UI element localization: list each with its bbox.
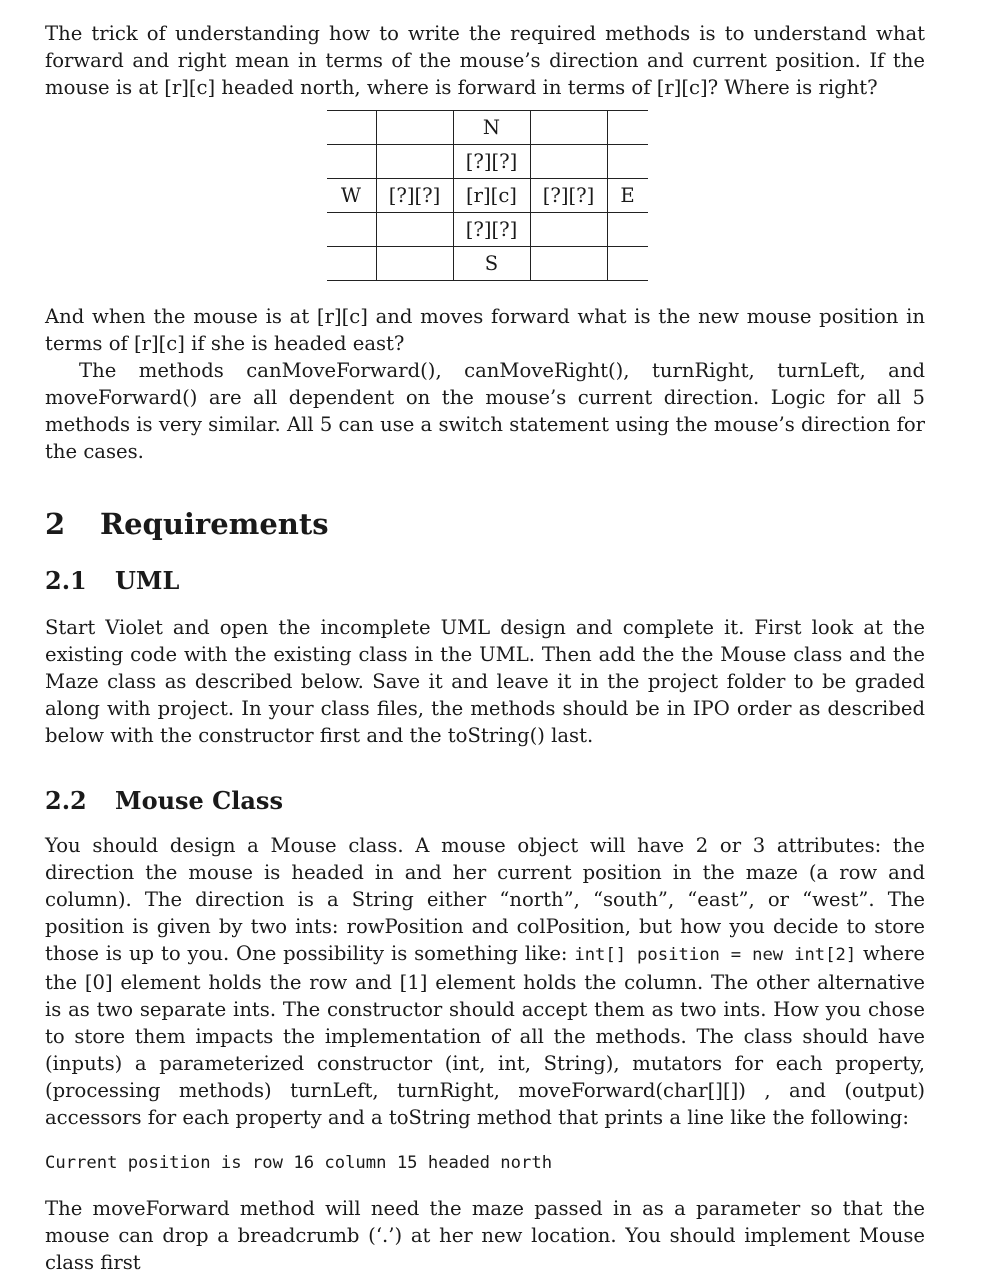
grid-cell — [376, 213, 453, 247]
direction-grid — [327, 110, 648, 281]
grid-cell — [376, 111, 453, 145]
grid-cell — [607, 247, 648, 281]
grid-cell: N — [453, 111, 530, 145]
subsection-title: UML — [115, 566, 180, 595]
mouse-class-text-b: where the [0] element holds the row and [1] element holds the column. The other alternative is as two separate ints. The constructor should accept them as two ints. How you chose to store them impacts the implementation of all the methods. The class should have (inputs) a parameterized constructor (int, int, String), mutators for each property, (processing methods) turnLeft, turnRight, moveForward(char[][]) , and (output) accessors for each property and a toString method that prints a line like the following: — [45, 942, 925, 1129]
subsection-number: 2.2 — [45, 786, 87, 815]
grid-cell — [376, 145, 453, 179]
grid-cell: E — [607, 179, 648, 213]
uml-paragraph: Start Violet and open the incomplete UML design and complete it. First look at the existing code with the existing class in the UML. Then add the the Mouse class and the Maze class as described below. Save it and leave it in the project folder to be graded along with project. In your class files, the methods should be in IPO order as described below with the constructor first and the toString() last. — [45, 616, 925, 747]
intro-paragraph-3: The methods canMoveForward(), canMoveRight(), turnRight, turnLeft, and moveForward() are all dependent on the mouse’s current direction. Logic for all 5 methods is very similar. All 5 can use a switch statement using the mouse’s direction for the cases. — [45, 359, 925, 463]
grid-cell — [376, 247, 453, 281]
grid-cell: S — [453, 247, 530, 281]
grid-cell — [607, 213, 648, 247]
section-heading-requirements — [45, 507, 925, 541]
grid-cell — [607, 111, 648, 145]
grid-row — [327, 145, 648, 179]
mouse-class-text-a: You should design a Mouse class. A mouse object will have 2 or 3 attributes: the direction the mouse is headed in and her current position in the maze (a row and column). The direction is a String either “north”, “south”, “east”, or “west”. The position is given by two ints: rowPosition and colPosition, but how you decide to store those is up to you. One possibility is something like: — [45, 834, 925, 965]
mouse-class-paragraph — [45, 832, 925, 1131]
document-page — [45, 20, 925, 1276]
inline-code-position: int[] position = new int[2] — [574, 945, 857, 965]
code-example-tostring: Current position is row 16 column 15 headed north — [45, 1153, 553, 1173]
grid-cell: W — [327, 179, 377, 213]
grid-cell: [r][c] — [453, 179, 530, 213]
direction-grid-wrapper — [45, 110, 925, 281]
grid-cell: [?][?] — [530, 179, 607, 213]
intro-paragraph-2: And when the mouse is at [r][c] and moves forward what is the new mouse position in terms of [r][c] if she is headed east? — [45, 305, 925, 355]
section-title: Requirements — [100, 507, 329, 541]
grid-row — [327, 179, 648, 213]
subsection-title: Mouse Class — [115, 786, 283, 815]
grid-cell — [327, 213, 377, 247]
grid-cell: [?][?] — [453, 145, 530, 179]
grid-cell — [530, 145, 607, 179]
grid-cell — [607, 145, 648, 179]
intro-paragraph-1: The trick of understanding how to write the required methods is to understand what forward and right mean in terms of the mouse’s direction and current position. If the mouse is at [r][c] headed north, where is forward in terms of [r][c]? Where is right? — [45, 22, 925, 99]
grid-cell — [530, 111, 607, 145]
grid-cell — [327, 145, 377, 179]
section-number: 2 — [45, 507, 66, 541]
grid-cell — [327, 247, 377, 281]
grid-row — [327, 111, 648, 145]
grid-cell: [?][?] — [376, 179, 453, 213]
subsection-heading-uml — [45, 566, 925, 596]
grid-cell — [327, 111, 377, 145]
grid-row — [327, 247, 648, 281]
grid-cell — [530, 213, 607, 247]
moveforward-paragraph: The moveForward method will need the maze passed in as a parameter so that the mouse can drop a breadcrumb (‘.’) at her new location. You should implement Mouse class first — [45, 1197, 925, 1274]
grid-cell: [?][?] — [453, 213, 530, 247]
grid-row — [327, 213, 648, 247]
subsection-heading-mouse-class — [45, 786, 925, 816]
subsection-number: 2.1 — [45, 566, 87, 595]
grid-cell — [530, 247, 607, 281]
